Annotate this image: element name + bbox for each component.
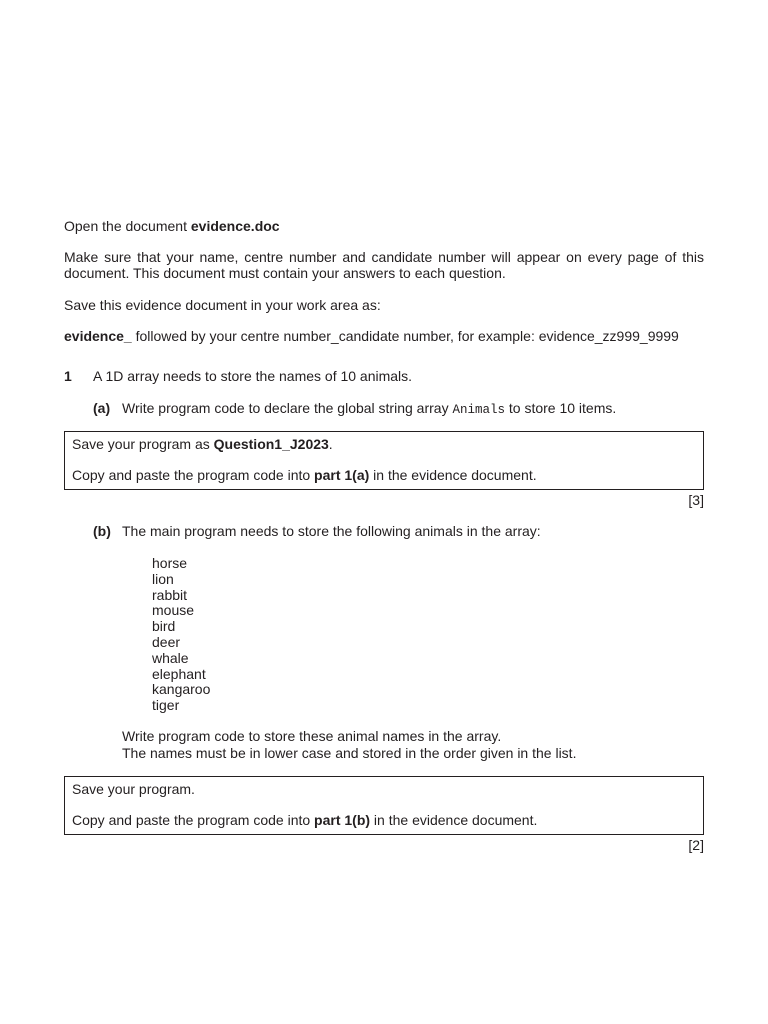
list-item: tiger xyxy=(152,697,180,714)
animal-list xyxy=(152,555,210,713)
open-document-instruction: Open the document evidence.doc xyxy=(64,218,280,234)
part-b-instruction-1: Write program code to store these animal names in the array. xyxy=(122,728,502,744)
evidence-prefix: evidence_ xyxy=(64,328,132,344)
part-a-instruction-box xyxy=(64,431,704,490)
part-b-instruction-2: The names must be in lower case and stored in the order given in the list. xyxy=(122,745,577,761)
part-a-copy-instruction: Copy and paste the program code into part 1(a) in the evidence document. xyxy=(72,467,537,483)
part-a-marks: [3] xyxy=(688,492,704,508)
list-item: bird xyxy=(152,618,176,635)
list-item: kangaroo xyxy=(152,681,211,698)
question-number: 1 xyxy=(64,368,72,384)
part-b-marks: [2] xyxy=(688,837,704,853)
list-item: mouse xyxy=(152,602,195,619)
part-b-text: The main program needs to store the following animals in the array: xyxy=(122,523,541,539)
part-b-save-instruction: Save your program. xyxy=(72,781,195,797)
make-sure-instruction: Make sure that your name, centre number and candidate number will appear on every page of this document. This document must contain your answers to each question. xyxy=(64,249,704,281)
part-b-copy-instruction: Copy and paste the program code into part 1(b) in the evidence document. xyxy=(72,812,538,828)
filename-format-instruction: evidence_ followed by your centre number_candidate number, for example: evidence_zz999_9999 xyxy=(64,328,679,344)
list-item: lion xyxy=(152,570,174,587)
part-b-label: (b) xyxy=(93,523,111,539)
question-text: A 1D array needs to store the names of 10 animals. xyxy=(93,368,413,384)
part-a-save-instruction: Save your program as Question1_J2023. xyxy=(72,436,333,452)
part-a-text: Write program code to declare the global string array Animals to store 10 items. xyxy=(122,400,617,417)
part-b-instruction-box xyxy=(64,776,704,835)
list-item: horse xyxy=(152,555,188,571)
list-item: deer xyxy=(152,633,181,650)
evidence-filename: evidence.doc xyxy=(190,218,280,234)
list-item: rabbit xyxy=(152,586,188,603)
list-item: elephant xyxy=(152,665,206,682)
list-item: whale xyxy=(152,649,189,666)
save-as-instruction: Save this evidence document in your work area as: xyxy=(64,297,381,313)
part-a-label: (a) xyxy=(93,400,111,416)
array-name-code: Animals xyxy=(452,403,505,417)
